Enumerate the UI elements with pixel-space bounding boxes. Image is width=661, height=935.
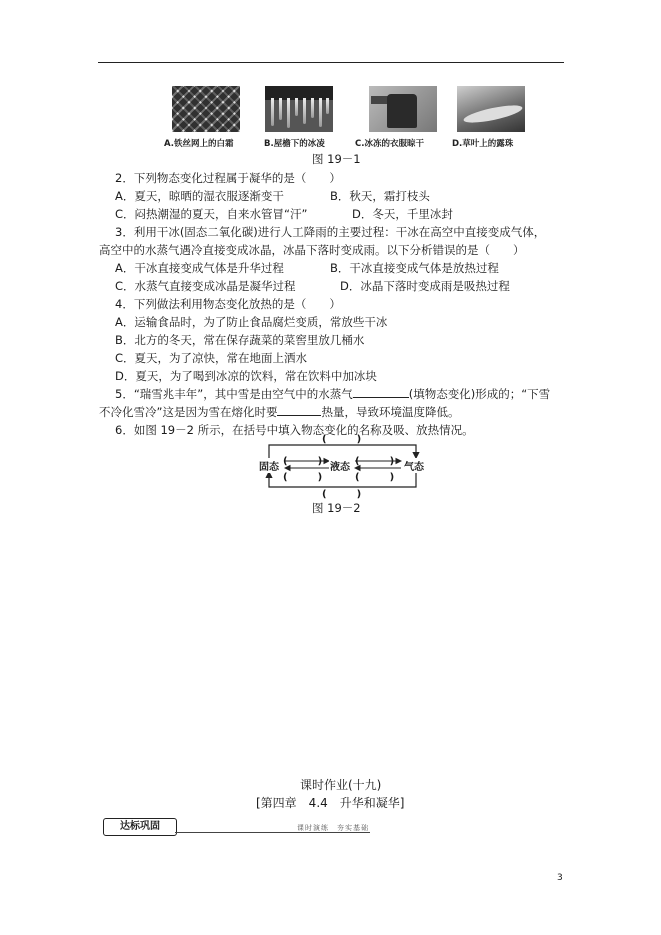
- photo-icicles: [265, 86, 333, 132]
- bracket-deposition[interactable]: ( ): [322, 489, 362, 500]
- q5-part1: 5．“瑞雪兆丰年”，其中雪是由空气中的水蒸气: [115, 387, 353, 401]
- q4-stem: 4．下列做法利用物态变化放热的是（ ）: [115, 297, 341, 311]
- caption-c: C.冰冻的衣服晾干: [355, 139, 424, 149]
- q2-option-b: B．秋天，霜打枝头: [330, 189, 430, 203]
- header-rule: [98, 62, 564, 63]
- chapter-subtitle: [第四章 4.4 升华和凝华]: [256, 796, 405, 810]
- caption-a: A.铁丝网上的白霜: [164, 139, 234, 149]
- bracket-freezing[interactable]: ( ): [283, 472, 323, 483]
- q6-stem: 6．如图 19－2 所示，在括号中填入物态变化的名称及吸、放热情况。: [115, 423, 474, 437]
- homework-title: 课时作业(十九): [300, 778, 382, 792]
- q4-option-c: C．夏天，为了凉快，常在地面上洒水: [115, 351, 308, 365]
- diagram-liquid-label: 液态: [329, 458, 351, 473]
- section-tagline: 课时演练 夯实基础: [297, 824, 369, 832]
- q2-option-a: A．夏天，晾晒的湿衣服逐渐变干: [115, 189, 284, 203]
- section-badge: 达标巩固: [103, 818, 177, 836]
- q3-option-c: C．水蒸气直接变成冰晶是凝华过程: [115, 279, 296, 293]
- q3-option-b: B．干冰直接变成气体是放热过程: [330, 261, 499, 275]
- q4-option-a: A．运输食品时，为了防止食品腐烂变质，常放些干冰: [115, 315, 388, 329]
- q2-stem: 2．下列物态变化过程属于凝华的是（ ）: [115, 171, 341, 185]
- q5-part2: (填物态变化)形成的；“下雪: [408, 387, 551, 401]
- q5-line1: [115, 386, 550, 402]
- diagram-gas-label: 气态: [403, 458, 425, 473]
- q5-line2: [99, 404, 459, 420]
- q2-option-c: C．闷热潮湿的夏天，自来水管冒“汗”: [115, 207, 308, 221]
- q5-part3: 不冷化雪冷”这是因为雪在熔化时要: [99, 405, 278, 419]
- photo-frozen-clothes: [369, 86, 437, 132]
- diagram-solid-label: 固态: [258, 458, 280, 473]
- q5-blank-1[interactable]: [353, 387, 409, 398]
- q5-blank-2[interactable]: [277, 405, 321, 416]
- bracket-melting[interactable]: ( ): [283, 456, 323, 467]
- q2-option-d: D．冬天，千里冰封: [352, 207, 453, 221]
- photo-frost-on-wire: [172, 86, 240, 132]
- figure2-label: 图 19－2: [312, 501, 361, 515]
- q3-option-a: A．干冰直接变成气体是升华过程: [115, 261, 284, 275]
- bracket-condensation[interactable]: ( ): [355, 472, 395, 483]
- figure1-label: 图 19－1: [312, 152, 361, 166]
- q4-option-b: B．北方的冬天，常在保存蔬菜的菜窖里放几桶水: [115, 333, 365, 347]
- q3-stem-line1: 3．利用干冰(固态二氧化碳)进行人工降雨的主要过程：干冰在高空中直接变成气体，: [115, 225, 546, 239]
- page-number: 3: [557, 873, 563, 883]
- bracket-sublimation[interactable]: ( ): [322, 434, 362, 445]
- q4-option-d: D．夏天，为了喝到冰凉的饮料，常在饮料中加冰块: [115, 369, 377, 383]
- q3-stem-line2: 高空中的水蒸气遇冷直接变成冰晶，冰晶下落时变成雨。以下分析错误的是（ ）: [99, 243, 525, 257]
- q5-part4: 热量，导致环境温度降低。: [321, 405, 460, 419]
- bracket-vaporization[interactable]: ( ): [355, 456, 395, 467]
- caption-d: D.草叶上的露珠: [452, 139, 514, 149]
- photo-dew-on-grass: [457, 86, 525, 132]
- q3-option-d: D．冰晶下落时变成雨是吸热过程: [340, 279, 510, 293]
- caption-b: B.屋檐下的冰凌: [264, 139, 325, 149]
